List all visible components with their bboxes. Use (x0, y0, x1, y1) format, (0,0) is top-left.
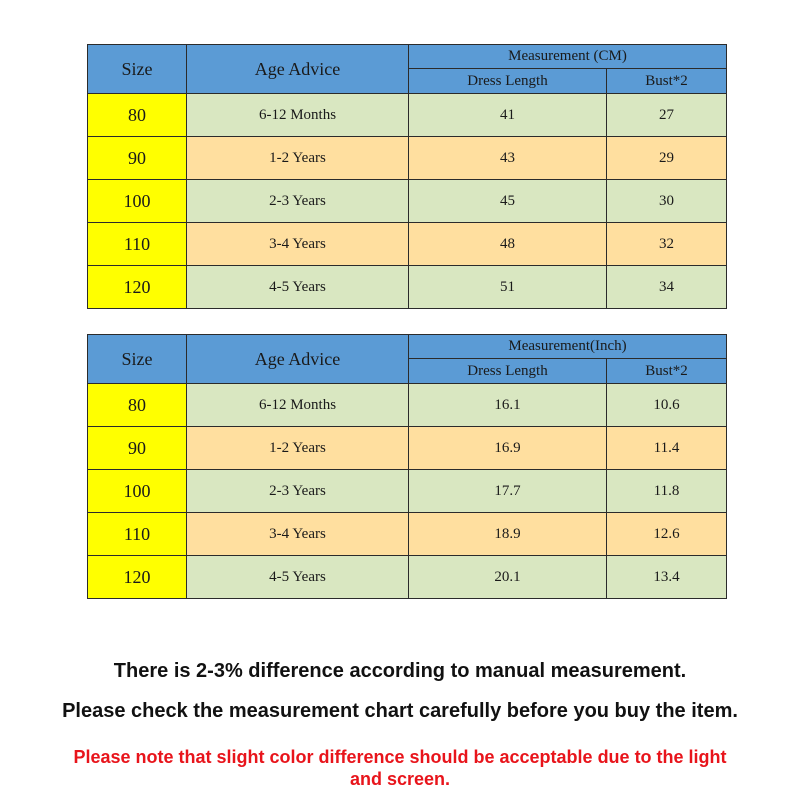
dress-length-cell: 45 (409, 180, 607, 223)
bust-header: Bust*2 (607, 359, 727, 384)
dress-length-cell: 16.9 (409, 427, 607, 470)
dress-length-header: Dress Length (409, 69, 607, 94)
age-advice-header: Age Advice (187, 335, 409, 384)
dress-length-cell: 51 (409, 266, 607, 309)
dress-length-cell: 48 (409, 223, 607, 266)
measurement-group-header: Measurement(Inch) (409, 335, 727, 359)
dress-length-cell: 41 (409, 94, 607, 137)
bust-cell: 32 (607, 223, 727, 266)
bust-cell: 10.6 (607, 384, 727, 427)
bust-cell: 11.8 (607, 470, 727, 513)
size-cell: 90 (88, 427, 187, 470)
age-advice-cell: 4-5 Years (187, 266, 409, 309)
bust-cell: 34 (607, 266, 727, 309)
age-advice-cell: 6-12 Months (187, 384, 409, 427)
bust-cell: 12.6 (607, 513, 727, 556)
table-row (88, 180, 727, 223)
size-chart-inch-table (87, 334, 727, 599)
bust-cell: 30 (607, 180, 727, 223)
age-advice-cell: 6-12 Months (187, 94, 409, 137)
color-difference-note: Please note that slight color difference should be acceptable due to the light and screen. (73, 747, 727, 789)
table-row (88, 384, 727, 427)
check-chart-note: Please check the measurement chart carefully before you buy the item. (62, 700, 738, 722)
size-cell: 110 (88, 513, 187, 556)
measurement-difference-note: There is 2-3% difference according to manual measurement. (113, 660, 687, 682)
age-advice-cell: 1-2 Years (187, 137, 409, 180)
table-row (88, 266, 727, 309)
bust-cell: 11.4 (607, 427, 727, 470)
size-cell: 80 (88, 94, 187, 137)
size-cell: 120 (88, 556, 187, 599)
table-row (88, 94, 727, 137)
size-cell: 80 (88, 384, 187, 427)
dress-length-cell: 17.7 (409, 470, 607, 513)
size-cell: 90 (88, 137, 187, 180)
table-row (88, 137, 727, 180)
bust-header: Bust*2 (607, 69, 727, 94)
dress-length-cell: 16.1 (409, 384, 607, 427)
dress-length-cell: 43 (409, 137, 607, 180)
bust-cell: 27 (607, 94, 727, 137)
dress-length-cell: 20.1 (409, 556, 607, 599)
size-cell: 100 (88, 470, 187, 513)
age-advice-cell: 2-3 Years (187, 180, 409, 223)
table-row (88, 470, 727, 513)
bust-cell: 29 (607, 137, 727, 180)
size-chart-cm-table (87, 44, 727, 309)
size-header: Size (88, 335, 187, 384)
age-advice-cell: 4-5 Years (187, 556, 409, 599)
measurement-group-header: Measurement (CM) (409, 45, 727, 69)
table-row (88, 427, 727, 470)
size-cell: 110 (88, 223, 187, 266)
size-cell: 120 (88, 266, 187, 309)
age-advice-cell: 1-2 Years (187, 427, 409, 470)
age-advice-header: Age Advice (187, 45, 409, 94)
size-cell: 100 (88, 180, 187, 223)
age-advice-cell: 3-4 Years (187, 223, 409, 266)
dress-length-header: Dress Length (409, 359, 607, 384)
table-row (88, 223, 727, 266)
age-advice-cell: 3-4 Years (187, 513, 409, 556)
bust-cell: 13.4 (607, 556, 727, 599)
table-row (88, 556, 727, 599)
age-advice-cell: 2-3 Years (187, 470, 409, 513)
dress-length-cell: 18.9 (409, 513, 607, 556)
table-row (88, 513, 727, 556)
size-header: Size (88, 45, 187, 94)
